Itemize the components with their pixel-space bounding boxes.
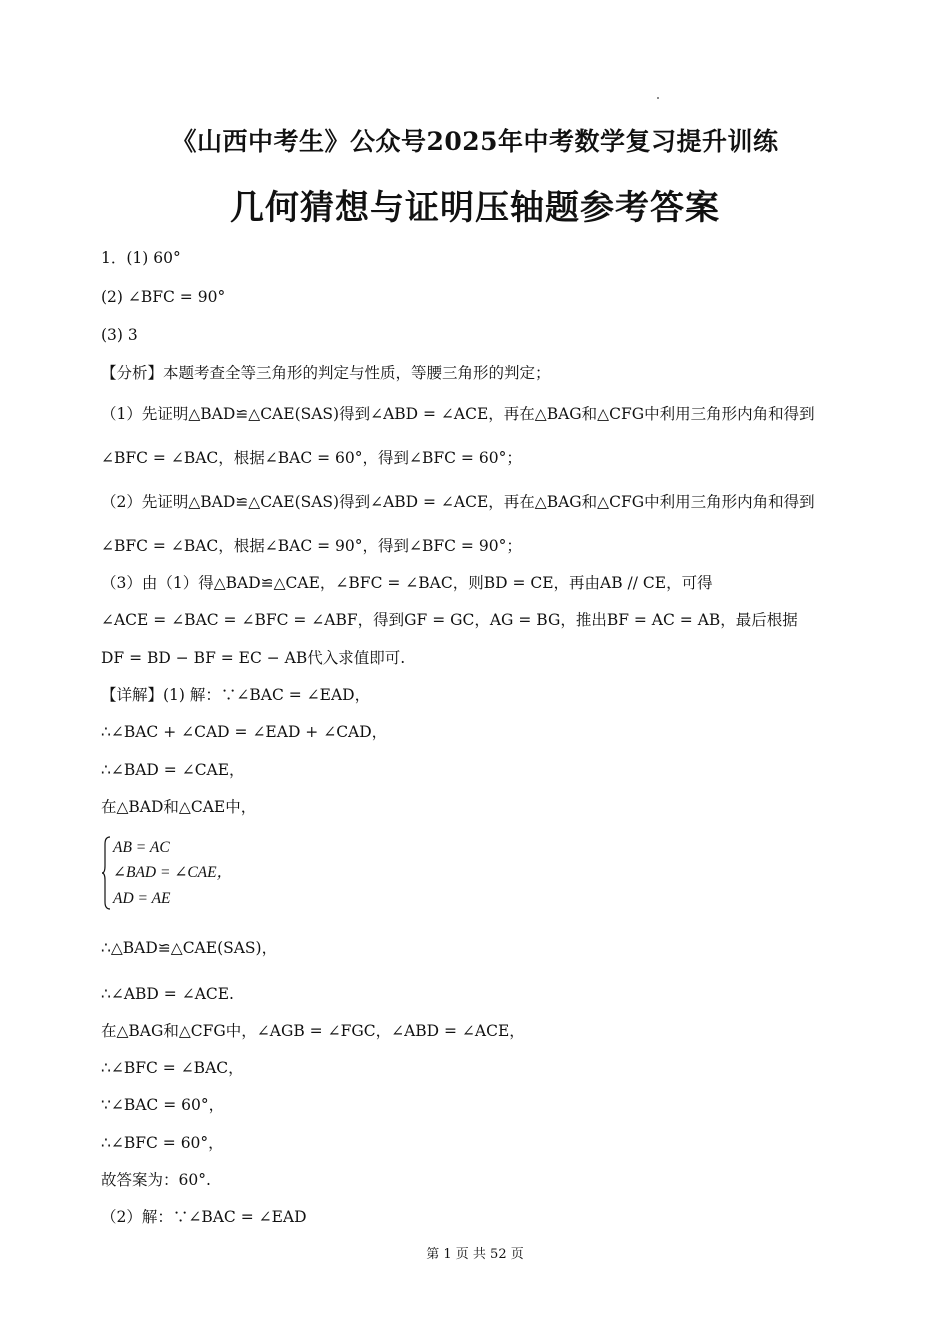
system-equation: ∠BAD = ∠CAE， bbox=[113, 864, 233, 881]
answer-line-2: (2) ∠BFC = 90° bbox=[101, 288, 226, 306]
detail-line: 故答案为：60°. bbox=[101, 1171, 211, 1189]
analysis-line: （3）由（1）得△BAD≌△CAE，∠BFC = ∠BAC，则BD = CE，再由AB // CE，可得 bbox=[101, 574, 713, 592]
analysis-line: （1）先证明△BAD≌△CAE(SAS)得到∠ABD = ∠ACE，再在△BAG和△CFG中利用三角形内角和得到 bbox=[101, 405, 815, 423]
analysis-line: DF = BD − BF = EC − AB代入求值即可. bbox=[101, 649, 406, 667]
detail-line: ∴∠ABD = ∠ACE. bbox=[101, 985, 234, 1003]
answer-line-3: (3) 3 bbox=[101, 326, 138, 344]
detail-line: ∴∠BAD = ∠CAE， bbox=[101, 761, 245, 779]
analysis-line: ∠BFC = ∠BAC，根据∠BAC = 60°，得到∠BFC = 60°； bbox=[101, 449, 522, 467]
page-subtitle: 《山西中考生》公众号2025年中考数学复习提升训练 bbox=[171, 127, 779, 156]
analysis-line: ∠BFC = ∠BAC，根据∠BAC = 90°，得到∠BFC = 90°； bbox=[101, 537, 522, 555]
system-equation: AB = AC bbox=[113, 839, 170, 856]
speck-mark bbox=[657, 97, 659, 99]
page-title: 几何猜想与证明压轴题参考答案 bbox=[230, 188, 720, 228]
detail-line: ∴∠BFC = ∠BAC， bbox=[101, 1059, 244, 1077]
detail-line: （2）解：∵∠BAC = ∠EAD bbox=[101, 1208, 307, 1226]
detail-line: 【详解】(1) 解：∵∠BAC = ∠EAD， bbox=[101, 686, 371, 704]
detail-line: 在△BAG和△CFG中，∠AGB = ∠FGC，∠ABD = ∠ACE， bbox=[101, 1022, 525, 1040]
detail-line: ∴∠BFC = 60°， bbox=[101, 1134, 224, 1152]
page-number: 第 1 页 共 52 页 bbox=[426, 1247, 524, 1262]
detail-line: ∵∠BAC = 60°， bbox=[101, 1096, 225, 1114]
analysis-line: 【分析】本题考查全等三角形的判定与性质，等腰三角形的判定； bbox=[101, 364, 551, 382]
detail-line: 在△BAD和△CAE中， bbox=[101, 798, 257, 816]
detail-line: ∴△BAD≌△CAE(SAS)， bbox=[101, 939, 278, 957]
analysis-line: （2）先证明△BAD≌△CAE(SAS)得到∠ABD = ∠ACE，再在△BAG和△CFG中利用三角形内角和得到 bbox=[101, 493, 815, 511]
left-brace bbox=[101, 836, 111, 910]
detail-line: ∴∠BAC + ∠CAD = ∠EAD + ∠CAD， bbox=[101, 723, 388, 741]
analysis-line: ∠ACE = ∠BAC = ∠BFC = ∠ABF，得到GF = GC，AG = BG，推出BF = AC = AB，最后根据 bbox=[101, 611, 798, 629]
system-equation: AD = AE bbox=[113, 890, 171, 907]
answer-line-1: 1．(1) 60° bbox=[101, 249, 181, 267]
